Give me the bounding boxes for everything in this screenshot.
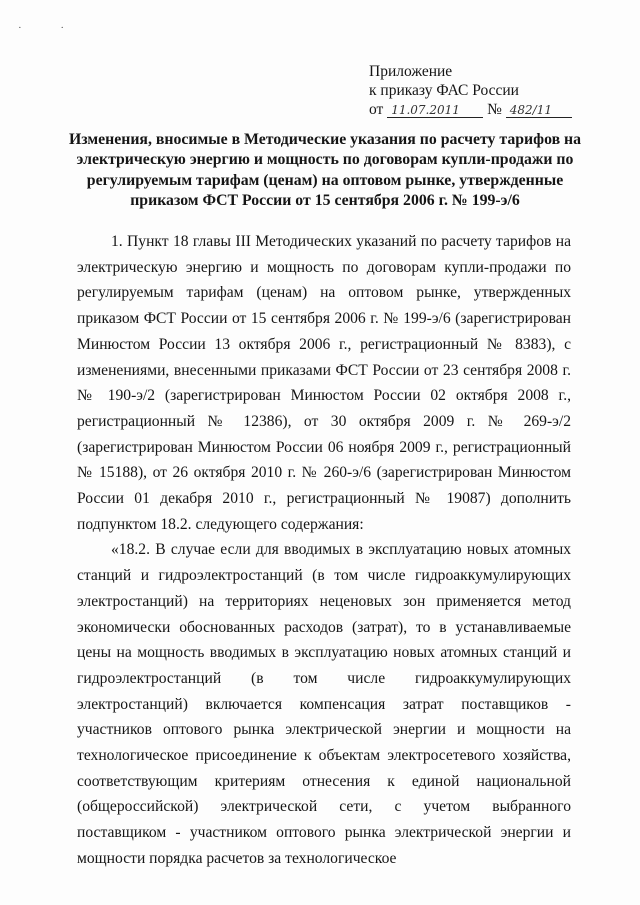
document-body <box>77 229 571 872</box>
document-title: Изменения, вносимые в Методические указания по расчету тарифов на электрическую энергию и мощность по договорам купли-продажи по регулируемым тарифам (ценам) на оптовом рынке, утвержденные приказом ФСТ России от 15 сентября 2006 г. № 199-э/6 <box>68 131 582 209</box>
paragraph-2: «18.2. В случае если для вводимых в эксплуатацию новых атомных станций и гидроэлектростанций (в том числе гидроаккумулирующих электростанций) на территориях неценовых зон применяется метод экономически обоснованных расходов (затрат), то в устанавливаемые цены на мощность вводимых в эксплуатацию новых атомных станций и гидроэлектростанций (в том числе гидроаккумулирующих электростанций) включается компенсация затрат поставщиков - участников оптового рынка электрической энергии и мощности на технологическое присоединение к объектам электросетевого хозяйства, соответствующим критериям отнесения к единой национальной (общероссийской) электрической сети, с учетом выбранного поставщиком - участником оптового рынка электрической энергии и мощности порядка расчетов за технологическое <box>77 541 571 867</box>
paragraph-1: 1. Пункт 18 главы III Методических указаний по расчету тарифов на электрическую энергию и мощность по договорам купли-продажи по регулируемым тарифам (ценам) на оптовом рынке, утвержденных приказом ФСТ России от 15 сентября 2006 г. № 199-э/6 (зарегистрирован Минюстом России 13 октября 2006 г., регистрационный № 8383), с изменениями, внесенными приказами ФСТ России от 23 сентября 2008 г. № 190-э/2 (зарегистрирован Минюстом России 02 октября 2008 г., регистрационный № 12386), от 30 октября 2009 г. № 269-э/2 (зарегистрирован Минюстом России 06 ноября 2009 г., регистрационный № 15188), от 26 октября 2010 г. № 260-э/6 (зарегистрирован Минюстом России 01 декабря 2010 г., регистрационный № 19087) дополнить подпунктом 18.2. следующего содержания: <box>77 233 571 533</box>
handwritten-date: 11.07.2011 <box>387 103 483 118</box>
order-date-number <box>369 100 572 119</box>
handwritten-number: 482/11 <box>506 103 572 118</box>
number-prefix: № <box>487 101 502 118</box>
scan-specks: · · <box>18 22 83 34</box>
order-reference: к приказу ФАС России <box>369 82 519 99</box>
appendix-label: Приложение <box>369 63 453 80</box>
appendix-header <box>369 62 572 119</box>
date-prefix: от <box>369 101 384 118</box>
